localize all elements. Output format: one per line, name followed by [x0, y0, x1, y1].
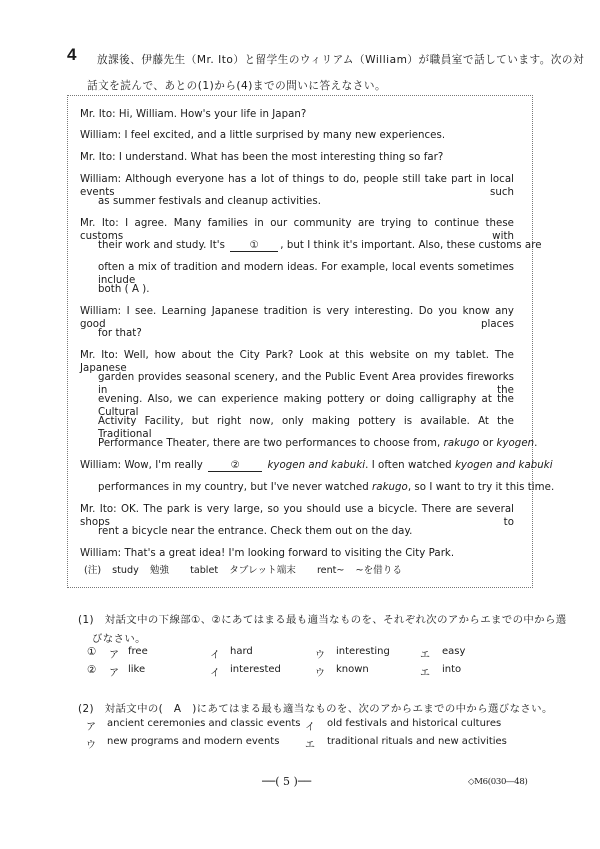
choice-text[interactable]: ancient ceremonies and classic events	[107, 718, 301, 729]
dialog-text: , but I think it's important. Also, these customs are	[280, 240, 542, 251]
blank-mark: ②	[87, 664, 97, 676]
dialog-text: and	[492, 460, 519, 471]
dialog-text: kyogen	[267, 460, 306, 471]
dialog-text: rakugo	[443, 438, 480, 449]
dialog-line: Mr. Ito: I understand. What has been the most interesting thing so far?	[80, 152, 444, 163]
dialog-text: . I often watched	[365, 460, 455, 471]
dialog-line: Activity Facility, but right now, only making pottery is available. At the Traditional	[98, 416, 514, 440]
sub-question-1-prompt: (1) 対話文中の下線部①、②にあてはまる最も適当なものを、それぞれ次のアからエまでの中から選	[78, 614, 567, 626]
choice-label[interactable]: ウ	[315, 650, 325, 661]
choice-text[interactable]: interested	[230, 664, 281, 675]
sub-question-1-prompt-cont: びなさい。	[92, 633, 146, 645]
dialog-line: Mr. Ito: OK. The park is very large, so you should use a bicycle. There are several shops to	[80, 504, 514, 528]
choice-label[interactable]: ウ	[315, 668, 325, 679]
note-term: tablet	[190, 565, 219, 576]
instruction-line-2: 話文を読んで、あとの(1)から(4)までの問いに答えなさい。	[87, 80, 387, 92]
dialog-line	[98, 481, 554, 494]
choice-text[interactable]: into	[442, 664, 462, 675]
dialog-text: and	[305, 460, 332, 471]
dialog-text: kabuki	[331, 460, 366, 471]
dialog-line: Mr. Ito: Well, how about the City Park? Look at this website on my tablet. The Japanese	[80, 350, 514, 374]
dialog-text: kyogen	[454, 460, 493, 471]
dialog-text: performances in my country, but I've never watched	[98, 482, 373, 493]
dialog-text: , so I want to try it this time.	[407, 482, 555, 493]
choice-text[interactable]: traditional rituals and new activities	[327, 736, 507, 747]
page-number: ──( 5 )──	[262, 775, 312, 788]
dialog-text: William: Wow, I'm really	[80, 460, 203, 471]
dialog-text: .	[534, 438, 538, 449]
dialog-line	[98, 437, 537, 450]
choice-text[interactable]: easy	[442, 646, 466, 657]
choice-label[interactable]: エ	[305, 740, 315, 751]
question-instruction	[87, 47, 585, 99]
dialog-line: as summer festivals and cleanup activities.	[98, 196, 322, 207]
dialog-line: evening. Also, we can experience making pottery or doing calligraphy at the Cultural	[98, 394, 514, 418]
choice-text[interactable]: new programs and modern events	[107, 736, 280, 747]
dialog-text: Performance Theater, there are two performances to choose from,	[98, 438, 444, 449]
instruction-line-1: 放課後、伊藤先生（Mr. Ito）と留学生のウィリアム（William）が職員室で話しています。次の対	[97, 54, 585, 66]
notes-label: (注)	[84, 565, 102, 576]
choice-text[interactable]: free	[128, 646, 148, 657]
dialog-line: both ( A ).	[98, 284, 150, 295]
choice-label[interactable]: ウ	[86, 740, 96, 751]
dialog-line	[80, 459, 553, 472]
dialog-text: rakugo	[372, 482, 408, 493]
dialog-text: kabuki	[518, 460, 553, 471]
choice-text[interactable]: old festivals and historical cultures	[327, 718, 502, 729]
choice-label[interactable]: エ	[420, 650, 430, 661]
dialog-line: for that?	[98, 328, 142, 339]
dialog-line: William: I see. Learning Japanese tradition is very interesting. Do you know any good places	[80, 306, 514, 330]
choice-text[interactable]: known	[336, 664, 369, 675]
choice-label[interactable]: エ	[420, 668, 430, 679]
dialog-line: William: That's a great idea! I'm looking forward to visiting the City Park.	[80, 548, 455, 559]
vocabulary-notes	[84, 562, 410, 576]
choice-label[interactable]: イ	[305, 722, 315, 733]
exam-code: ◇M6(030―48)	[468, 777, 528, 787]
blank-1: ①	[230, 240, 278, 252]
dialog-line: William: I feel excited, and a little surprised by many new experiences.	[80, 130, 446, 141]
dialog-line: garden provides seasonal scenery, and the Public Event Area provides fireworks in the	[98, 372, 514, 396]
choice-label[interactable]: ア	[109, 668, 119, 679]
dialog-line: rent a bicycle near the entrance. Check them out on the day.	[98, 526, 413, 537]
choice-label[interactable]: ア	[109, 650, 119, 661]
choice-text[interactable]: interesting	[336, 646, 390, 657]
note-term: study	[112, 565, 139, 576]
dialog-line: Mr. Ito: I agree. Many families in our community are trying to continue these customs with	[80, 218, 514, 242]
choice-label[interactable]: ア	[86, 722, 96, 733]
question-number: 4	[67, 45, 77, 64]
dialog-line: often a mix of tradition and modern ideas. For example, local events sometimes include	[98, 262, 514, 286]
note-meaning: ~を借りる	[355, 565, 402, 576]
dialog-text: kyogen	[496, 438, 535, 449]
choice-text[interactable]: hard	[230, 646, 253, 657]
choice-label[interactable]: イ	[210, 668, 220, 679]
choice-label[interactable]: イ	[210, 650, 220, 661]
dialog-line: Mr. Ito: Hi, William. How's your life in Japan?	[80, 109, 307, 120]
choice-text[interactable]: like	[128, 664, 146, 675]
dialog-text: their work and study. It's	[98, 240, 225, 251]
dialog-text: or	[479, 438, 497, 449]
dialog-line: William: Although everyone has a lot of things to do, people still take part in local events such	[80, 174, 514, 198]
blank-2: ②	[208, 460, 262, 472]
note-term: rent~	[316, 565, 345, 576]
note-meaning: タブレット端末	[229, 565, 296, 576]
sub-question-2-prompt: (2) 対話文中の( A )にあてはまる最も適当なものを、次のアからエまでの中から選びなさい。	[78, 703, 553, 715]
note-meaning: 勉強	[149, 565, 170, 576]
dialog-line	[98, 239, 542, 252]
blank-mark: ①	[87, 646, 97, 658]
